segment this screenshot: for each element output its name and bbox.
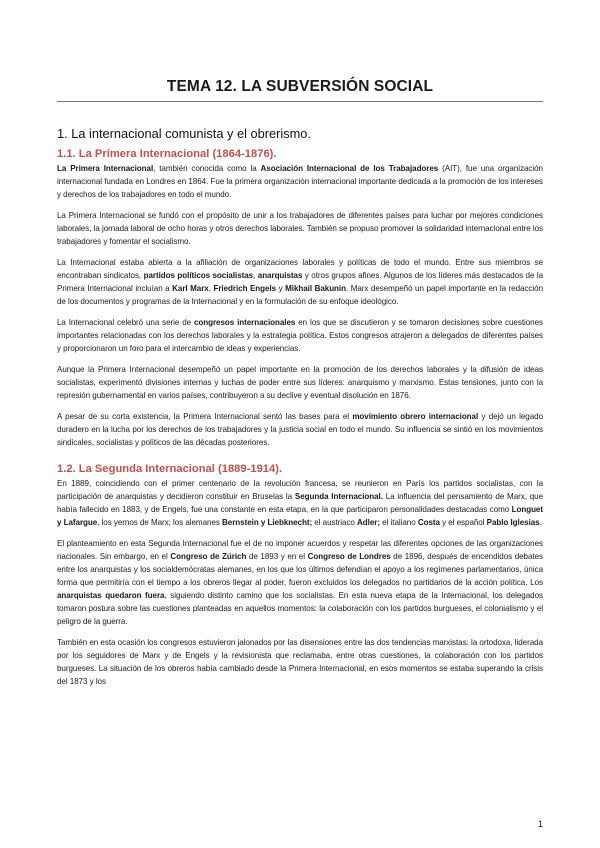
paragraph: La Internacional celebró una serie de congresos internacionales en los que se discutieron y se tomaron decisiones sobre cuestiones importantes relacionadas con los derechos laborales y la estrategia política. Estos congresos atrajeron a delegados de diferentes países y proporcionaron un foro para el intercambio de ideas y experiencias. bbox=[57, 318, 544, 353]
paragraph: En 1889, coincidiendo con el primer centenario de la revolución francesa, se reunieron en París los partidos socialistas, con la participación de anarquistas y decidieron constituir en Bruselas la Segunda Internacional. La influencia del pensamiento de Marx, que había fallecido en 1883, y de Engels, fue una constante en esta etapa, en la que participaron personalidades destacadas como Longuet y Lafargue, los yernos de Marx; los alemanes Bernstein y Liebknecht; el austriaco Adler; el italiano Costa y el español Pablo Iglesias. bbox=[57, 479, 544, 527]
paragraph: Aunque la Primera Internacional desempeñó un papel importante en la promoción de los derechos laborales y la difusión de ideas socialistas, experimentó divisiones internas y luchas de poder entre sus líderes: anarquismo y marxismo. Estas tensiones, junto con la represión gubernamental en varios países, contribuyeron a su declive y eventual disolución en 1876. bbox=[57, 365, 543, 400]
bold-term: partidos políticos socialistas bbox=[143, 271, 254, 280]
bold-term: Congreso de Londres bbox=[307, 552, 391, 561]
bold-term: Asociación Internacional de los Trabajadores bbox=[260, 164, 439, 173]
bold-term: Adler; bbox=[357, 518, 380, 527]
bold-term: anarquistas quedaron fuera bbox=[57, 591, 165, 600]
bold-term: anarquistas bbox=[257, 271, 303, 280]
subsection-1-body bbox=[57, 162, 543, 449]
bold-term: Costa bbox=[417, 518, 440, 527]
bold-term: movimiento obrero internacional bbox=[352, 412, 479, 421]
paragraph: El planteamiento en esta Segunda Internacional fue el de no imponer acuerdos y respetar las diferentes opciones de las organizaciones nacionales. Sin embargo, en el Congreso de Zúrich de 1893 y en el Congreso de Londres de 1896, después de encendidos debates entre los anarquistas y los socialdemócratas alemanes, en los que los últimos defendían el apoyo a los regímenes parlamentarios, única forma que permitiría con el tiempo a los obreros llegar al poder, fueron excluidos los delegados no partidarios de la acción política. Los anarquistas quedaron fuera, siguiendo distinto camino que los socialistas. En esta nueva etapa de la Internacional, los delegados tomaron postura sobre las cuestiones planteadas en aquellos momentos: la colaboración con los partidos burgueses, el colonialismo y el peligro de la guerra. bbox=[57, 539, 543, 626]
bold-term: Primera Internacional bbox=[70, 164, 154, 173]
paragraph: A pesar de su corta existencia, la Primera Internacional sentó las bases para el movimiento obrero internacional y dejó un legado duradero en la lucha por los derechos de los trabajadores y la justicia social en todo el mundo. Su influencia se sintió en los movimientos sindicales, socialistas y políticos de las décadas posteriores. bbox=[57, 412, 543, 447]
paragraph: También en esta ocasión los congresos estuvieron jalonados por las disensiones entre las dos tendencias marxistas: la ortodoxa, liderada por los seguidores de Marx y de Engels y la revisionista que reclamaba, entre otras cuestiones, la colaboración con los partidos burgueses. La situación de los obreros había cambiado desde la Primera Internacional, en esos momentos se estaba superando la crisis del 1873 y los bbox=[57, 638, 543, 686]
page-number: 1 bbox=[537, 819, 543, 829]
bold-term: Congreso de Zúrich bbox=[170, 552, 247, 561]
paragraph: La Primera Internacional, también conocida como la Asociación Internacional de los Trabajadores (AIT), fue una organización internacional fundada en Londres en 1864. Fue la primera organización internacional importante dedicada a la promoción de los intereses y derechos de los trabajadores en todo el mundo. bbox=[57, 164, 543, 199]
paragraph: La Internacional estaba abierta a la afiliación de organizaciones laborales y políticas de todo el mundo. Entre sus miembros se encontraban sindicatos, partidos políticos socialistas, anarquistas y otros grupos afines. Algunos de los líderes más destacados de la Primera Internacional incluían a Karl Marx, Friedrich Engels y Mikhail Bakunin. Marx desempeñó un papel importante en la redacción de los documentos y programas de la Internacional y en la formulación de su enfoque ideológico. bbox=[57, 258, 544, 306]
bold-term: Longuet y Lafargue bbox=[57, 505, 543, 527]
subsection-2-body bbox=[57, 477, 543, 688]
bold-term: Karl Marx bbox=[172, 284, 209, 293]
bold-term: Bernstein y Liebknecht; bbox=[222, 518, 313, 527]
bold-term: Segunda Internacional. bbox=[294, 492, 383, 501]
bold-term: congresos internacionales bbox=[193, 318, 296, 327]
bold-term: Friedrich Engels bbox=[213, 284, 277, 293]
subsection-heading-1: 1.1. La Primera Internacional (1864-1876). bbox=[57, 148, 277, 160]
subsection-heading-2: 1.2. La Segunda Internacional (1889-1914). bbox=[57, 463, 283, 475]
title-underline bbox=[57, 101, 543, 102]
content bbox=[57, 126, 543, 696]
page-title: TEMA 12. LA SUBVERSIÓN SOCIAL bbox=[166, 78, 434, 95]
bold-term: Mikhail Bakunin bbox=[285, 284, 346, 293]
paragraph: La Primera Internacional se fundó con el propósito de unir a los trabajadores de diferentes países para luchar por mejores condiciones laborales, la jornada laboral de ocho horas y otros derechos laborales. También se propuso promover la solidaridad internacional entre los trabajadores y fomentar el socialismo. bbox=[57, 211, 543, 246]
bold-term: Pablo Iglesias bbox=[486, 518, 540, 527]
section-heading: 1. La internacional comunista y el obrerismo. bbox=[57, 126, 311, 141]
bold-term: La bbox=[57, 164, 71, 173]
